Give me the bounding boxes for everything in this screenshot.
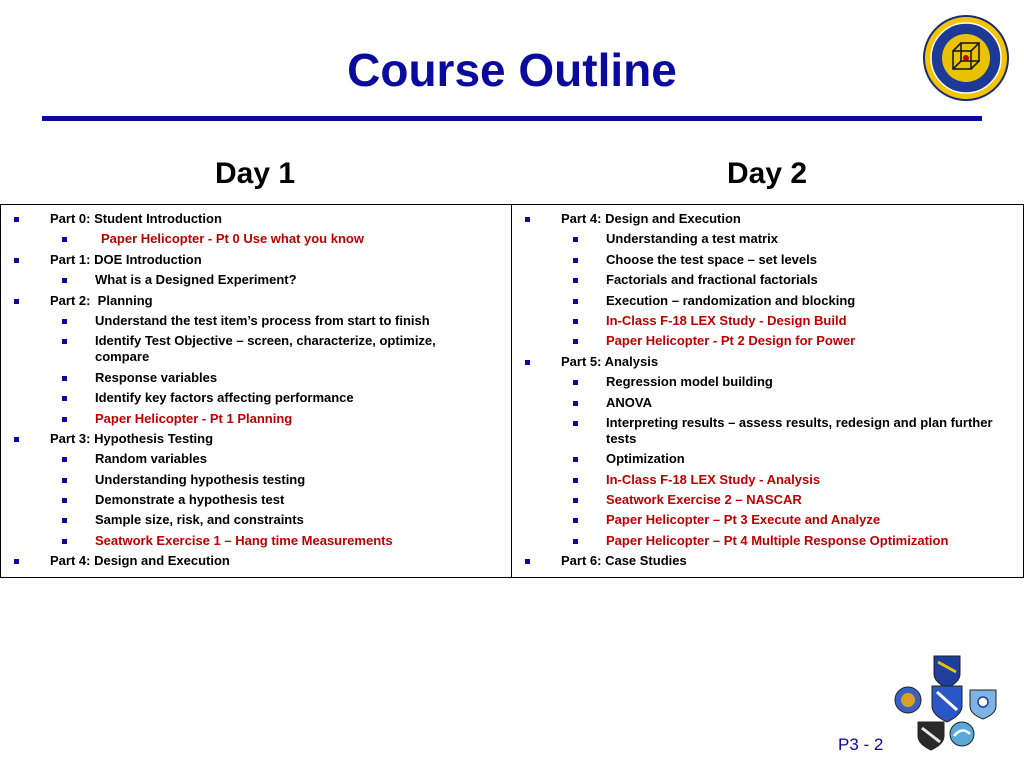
list-item: Seatwork Exercise 1 – Hang time Measurements bbox=[1, 531, 511, 551]
title-divider bbox=[42, 116, 982, 121]
list-item: Part 4: Design and Execution bbox=[512, 209, 1023, 229]
list-item: Identify key factors affecting performance bbox=[1, 388, 511, 408]
list-item: Paper Helicopter - Pt 2 Design for Power bbox=[512, 331, 1023, 351]
list-item: Interpreting results – assess results, redesign and plan further tests bbox=[512, 413, 1023, 449]
list-item: Random variables bbox=[1, 449, 511, 469]
square-bullet-icon bbox=[573, 258, 578, 263]
square-bullet-icon bbox=[573, 539, 578, 544]
square-bullet-icon bbox=[525, 217, 530, 222]
square-bullet-icon bbox=[573, 401, 578, 406]
seal-logo-icon bbox=[922, 14, 1010, 102]
list-item: Understanding hypothesis testing bbox=[1, 470, 511, 490]
square-bullet-icon bbox=[573, 237, 578, 242]
square-bullet-icon bbox=[573, 478, 578, 483]
day2-outline-panel bbox=[511, 204, 1024, 578]
day1-outline-panel bbox=[0, 204, 512, 578]
square-bullet-icon bbox=[62, 498, 67, 503]
list-item: In-Class F-18 LEX Study - Design Build bbox=[512, 311, 1023, 331]
list-item: Regression model building bbox=[512, 372, 1023, 392]
square-bullet-icon bbox=[14, 299, 19, 304]
square-bullet-icon bbox=[573, 278, 578, 283]
list-item: Paper Helicopter - Pt 0 Use what you know bbox=[1, 229, 511, 249]
list-item: Part 6: Case Studies bbox=[512, 551, 1023, 571]
square-bullet-icon bbox=[62, 319, 67, 324]
list-item: Optimization bbox=[512, 449, 1023, 469]
list-item: Part 4: Design and Execution bbox=[1, 551, 511, 571]
list-item: Understand the test item’s process from start to finish bbox=[1, 311, 511, 331]
square-bullet-icon bbox=[62, 478, 67, 483]
square-bullet-icon bbox=[525, 559, 530, 564]
square-bullet-icon bbox=[62, 396, 67, 401]
day2-heading: Day 2 bbox=[726, 157, 808, 190]
square-bullet-icon bbox=[62, 457, 67, 462]
list-item: Part 1: DOE Introduction bbox=[1, 250, 511, 270]
square-bullet-icon bbox=[62, 339, 67, 344]
slide-title: Course Outline bbox=[347, 44, 677, 96]
list-item: ANOVA bbox=[512, 393, 1023, 413]
day2-outline-list bbox=[512, 209, 1023, 572]
square-bullet-icon bbox=[62, 417, 67, 422]
square-bullet-icon bbox=[62, 376, 67, 381]
round-badge-icon bbox=[895, 687, 921, 713]
shield-badge-icon bbox=[934, 656, 960, 688]
list-item: Part 3: Hypothesis Testing bbox=[1, 429, 511, 449]
list-item: Demonstrate a hypothesis test bbox=[1, 490, 511, 510]
square-bullet-icon bbox=[62, 278, 67, 283]
square-bullet-icon bbox=[14, 559, 19, 564]
list-item: Paper Helicopter – Pt 3 Execute and Analyze bbox=[512, 510, 1023, 530]
list-item: In-Class F-18 LEX Study - Analysis bbox=[512, 470, 1023, 490]
air-force-badges-icon bbox=[892, 652, 1002, 752]
list-item: Paper Helicopter – Pt 4 Multiple Response Optimization bbox=[512, 531, 1023, 551]
square-bullet-icon bbox=[573, 339, 578, 344]
square-bullet-icon bbox=[573, 457, 578, 462]
square-bullet-icon bbox=[62, 237, 67, 242]
square-bullet-icon bbox=[573, 518, 578, 523]
list-item: Paper Helicopter - Pt 1 Planning bbox=[1, 409, 511, 429]
list-item: Sample size, risk, and constraints bbox=[1, 510, 511, 530]
square-bullet-icon bbox=[62, 539, 67, 544]
list-item: Understanding a test matrix bbox=[512, 229, 1023, 249]
list-item: Part 5: Analysis bbox=[512, 352, 1023, 372]
shield-badge-icon bbox=[932, 686, 962, 722]
list-item: Part 0: Student Introduction bbox=[1, 209, 511, 229]
square-bullet-icon bbox=[573, 319, 578, 324]
round-badge-icon bbox=[950, 722, 974, 746]
list-item: Seatwork Exercise 2 – NASCAR bbox=[512, 490, 1023, 510]
list-item: Identify Test Objective – screen, characterize, optimize, compare bbox=[1, 331, 511, 367]
list-item: Execution – randomization and blocking bbox=[512, 291, 1023, 311]
square-bullet-icon bbox=[573, 421, 578, 426]
shield-badge-icon bbox=[970, 690, 996, 719]
square-bullet-icon bbox=[14, 217, 19, 222]
list-item: What is a Designed Experiment? bbox=[1, 270, 511, 290]
square-bullet-icon bbox=[14, 437, 19, 442]
square-bullet-icon bbox=[525, 360, 530, 365]
list-item: Choose the test space – set levels bbox=[512, 250, 1023, 270]
square-bullet-icon bbox=[573, 380, 578, 385]
square-bullet-icon bbox=[14, 258, 19, 263]
square-bullet-icon bbox=[62, 518, 67, 523]
list-item: Response variables bbox=[1, 368, 511, 388]
page-number: P3 - 2 bbox=[838, 735, 884, 754]
list-item: Part 2: Planning bbox=[1, 291, 511, 311]
list-item: Factorials and fractional factorials bbox=[512, 270, 1023, 290]
day1-heading: Day 1 bbox=[214, 157, 296, 190]
square-bullet-icon bbox=[573, 299, 578, 304]
square-bullet-icon bbox=[573, 498, 578, 503]
day1-outline-list bbox=[1, 209, 511, 572]
shield-badge-icon bbox=[918, 722, 944, 750]
